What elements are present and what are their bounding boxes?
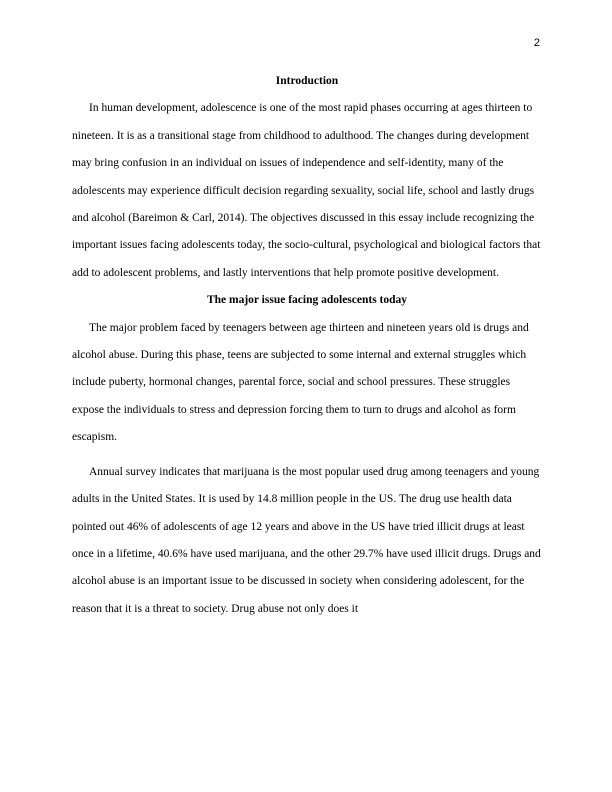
section-heading-major-issue: The major issue facing adolescents today: [206, 294, 408, 307]
major-issue-paragraph-1: The major problem faced by teenagers between age thirteen and nineteen years old is drugs and alcohol abuse. During this phase, teens are subjected to some internal and external struggles which include puberty, hormonal changes, parental force, social and school pressures. These struggles expose the individuals to stress and depression forcing them to turn to drugs and alcohol as form escapism.: [72, 321, 529, 444]
page-number: 2: [533, 37, 540, 49]
section-heading-introduction: Introduction: [275, 75, 339, 87]
introduction-paragraph: In human development, adolescence is one of the most rapid phases occurring at ages thirteen to nineteen. It is as a transitional stage from childhood to adulthood. The changes during development may bring confusion in an individual on issues of independence and self-identity, many of the adolescents may experience difficult decision regarding sexuality, social life, school and lastly drugs and alcohol (Bareimon & Carl, 2014). The objectives discussed in this essay include recognizing the important issues facing adolescents today, the socio-cultural, psychological and biological factors that add to adolescent problems, and lastly interventions that help promote positive development.: [72, 102, 541, 279]
document-body: [72, 68, 542, 623]
major-issue-paragraph-2: Annual survey indicates that marijuana is the most popular used drug among teenagers and young adults in the United States. It is used by 14.8 million people in the US. The drug use health data pointed out 46% of adolescents of age 12 years and above in the US have tried illicit drugs at least once in a lifetime, 40.6% have used marijuana, and the other 29.7% have used illicit drugs. Drugs and alcohol abuse is an important issue to be discussed in society when considering adolescent, for the reason that it is a threat to society. Drug abuse not only does it: [72, 465, 541, 615]
